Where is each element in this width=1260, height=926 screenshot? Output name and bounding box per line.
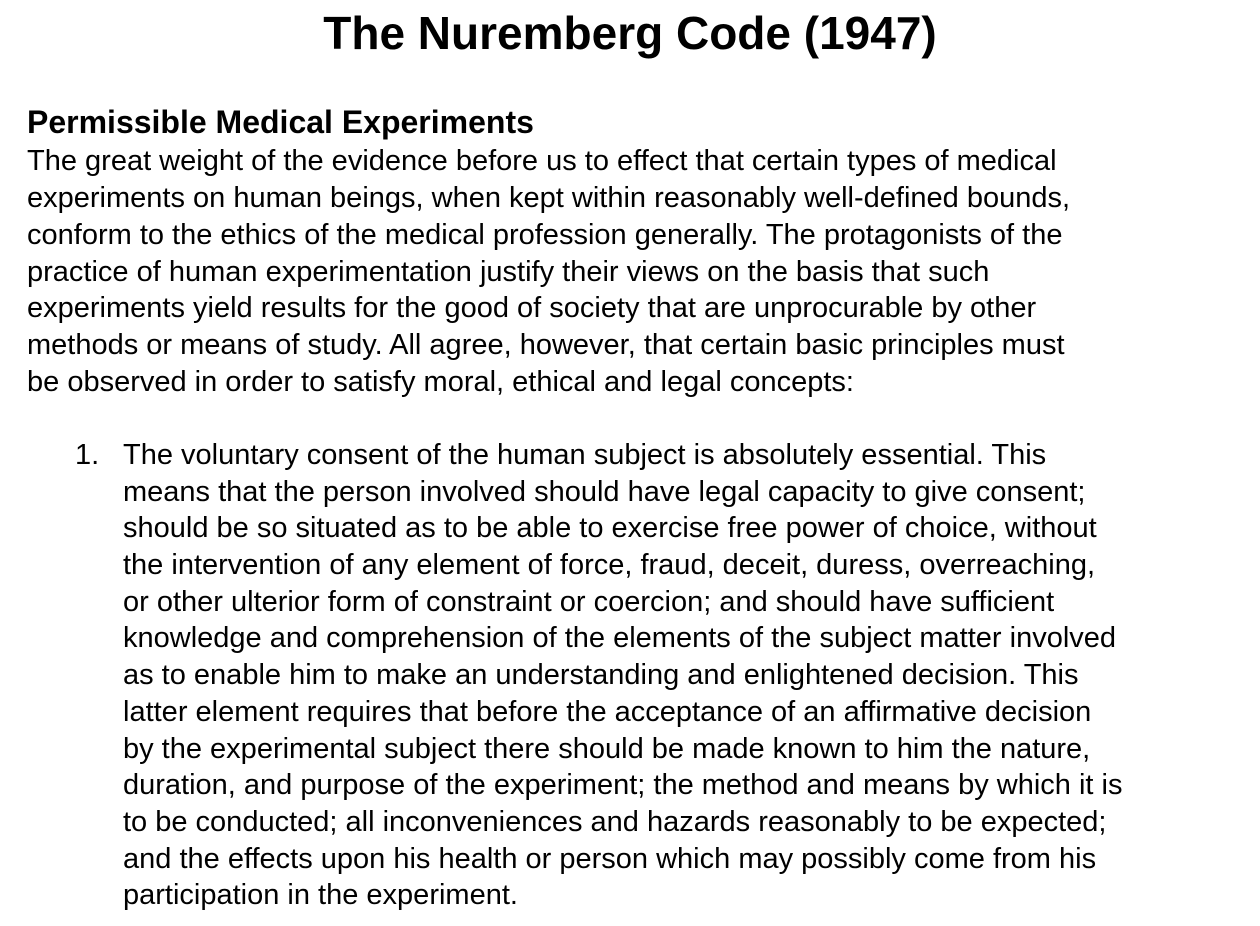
document-title: The Nuremberg Code (1947) bbox=[323, 7, 937, 59]
intro-line: practice of human experimentation justify their views on the basis that such bbox=[27, 256, 990, 288]
list-item-line: and the effects upon his health or person which may possibly come from his bbox=[123, 843, 1097, 875]
intro-line: be observed in order to satisfy moral, ethical and legal concepts: bbox=[27, 366, 854, 398]
list-item-line: The voluntary consent of the human subject is absolutely essential. This bbox=[123, 439, 1047, 471]
intro-line: The great weight of the evidence before us to effect that certain types of medical bbox=[27, 145, 1057, 177]
list-item-line: means that the person involved should have legal capacity to give consent; bbox=[123, 476, 1086, 508]
list-item-number: 1. bbox=[75, 439, 100, 471]
intro-line: conform to the ethics of the medical profession generally. The protagonists of the bbox=[27, 219, 1063, 251]
intro-line: experiments yield results for the good of society that are unprocurable by other bbox=[27, 292, 1037, 324]
list-item-line: the intervention of any element of force, fraud, deceit, duress, overreaching, bbox=[123, 549, 1096, 581]
list-item-line: as to enable him to make an understanding and enlightened decision. This bbox=[123, 659, 1079, 691]
list-item-line: latter element requires that before the acceptance of an affirmative decision bbox=[123, 696, 1092, 728]
list-item-line: or other ulterior form of constraint or coercion; and should have sufficient bbox=[123, 586, 1055, 618]
list-item-line: to be conducted; all inconveniences and hazards reasonably to be expected; bbox=[123, 806, 1107, 838]
list-item-line: knowledge and comprehension of the elements of the subject matter involved bbox=[123, 622, 1117, 654]
list-item-line: participation in the experiment. bbox=[123, 879, 518, 911]
intro-line: experiments on human beings, when kept within reasonably well-defined bounds, bbox=[27, 182, 1071, 214]
list-item-line: duration, and purpose of the experiment; the method and means by which it is bbox=[123, 769, 1123, 801]
list-item-line: by the experimental subject there should be made known to him the nature, bbox=[123, 733, 1091, 765]
intro-line: methods or means of study. All agree, however, that certain basic principles must bbox=[27, 329, 1065, 361]
list-item-line: should be so situated as to be able to exercise free power of choice, without bbox=[123, 512, 1097, 544]
section-heading: Permissible Medical Experiments bbox=[27, 104, 534, 140]
